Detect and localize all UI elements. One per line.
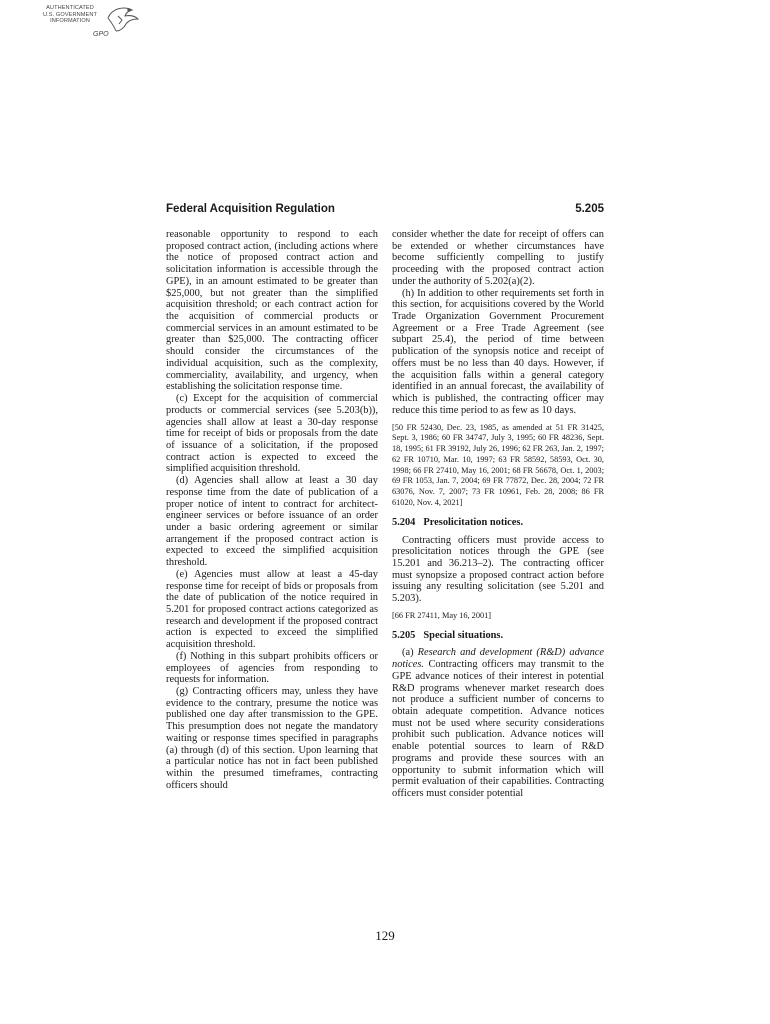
section-5-204-text: Contracting officers must provide access to presolicitation notices through the GPE (see 15.201 and 36.213–2). The contracting officer must synopsize a proposed contract action before issuing any resulting solicitation (see 5.201 and 5.203).: [392, 534, 604, 605]
amendment-citation: [66 FR 27411, May 16, 2001]: [392, 610, 492, 620]
section-heading-5-204: [392, 517, 604, 529]
section-number: 5.205: [392, 629, 416, 641]
gpo-authentication-seal: [30, 4, 146, 44]
seal-gpo-label: GPO: [93, 31, 109, 38]
seal-line-1: AUTHENTICATED: [46, 5, 94, 11]
right-column: [392, 229, 604, 800]
paragraph-g-continued: consider whether the date for receipt of offers can be extended or whether circumstances have become sufficiently compelling to justify proceeding with the proposed contract action under the authority of 5.202(a)(2).: [392, 229, 604, 287]
paragraph-b-continued: reasonable opportunity to respond to each proposed contract action, (including actions where the notice of proposed contract action and solicitation information is accessible through the GPE), in an amount estimated to be greater than $25,000, but not greater than the simplified acquisition threshold; or each contract action for the acquisition of commercial products or commercial services in an amount estimated to be greater than $25,000. The contracting officer should consider the circumstances of the individual acquisition, such as the complexity, commerciality, availability, and urgency, when establishing the solicitation response time.: [166, 229, 378, 393]
paragraph-label: (a): [402, 647, 414, 659]
page-number: 129: [375, 928, 395, 943]
running-header-title: Federal Acquisition Regulation: [166, 203, 335, 215]
seal-line-2: U.S. GOVERNMENT: [42, 11, 98, 18]
paragraph-f: (f) Nothing in this subpart prohibits officers or employees of agencies from responding to requests for information.: [166, 650, 378, 686]
running-header-section: 5.205: [575, 203, 604, 215]
running-header: [166, 203, 604, 219]
paragraph-5-205-a: [392, 647, 604, 799]
section-heading-5-205: [392, 630, 604, 642]
left-column: [166, 229, 378, 792]
paragraph-g: (g) Contracting officers may, unless they have evidence to the contrary, presume the notice was published one day after transmission to the GPE. This presumption does not negate the mandatory waiting or response times specified in paragraphs (a) through (d) of this section. Upon learning that a particular notice has not in fact been published within the presumed timeframes, contracting officers should: [166, 686, 378, 791]
seal-text: [30, 5, 110, 25]
paragraph-c: (c) Except for the acquisition of commercial products or commercial services (see 5.203(b)), agencies shall allow at least a 30-day response time for receipt of bids or proposals from the date of issuance of a solicitation, if the proposed contract action is expected to exceed the simplified acquisition threshold.: [166, 393, 378, 475]
paragraph-heading: Research and development (R&D) advance notices.: [392, 647, 604, 671]
paragraph-d: (d) Agencies shall allow at least a 30 day response time from the date of publication of a proper notice of intent to contract for architect-engineer services or before issuance of an order under a basic ordering agreement or similar arrangement if the proposed contract action is expected to exceed the simplified acquisition threshold.: [166, 475, 378, 569]
eagle-logo-icon: [102, 4, 142, 34]
amendment-citation: [50 FR 52430, Dec. 23, 1985, as amended at 51 FR 31425, Sept. 3, 1986; 60 FR 34747, July 3, 1995; 60 FR 48236, Sept. 18, 1995; 61 FR 39192, July 26, 1996; 62 FR 263, Jan. 2, 1997; 62 FR 10710, Mar. 10, 1997; 63 FR 58592, 58593, Oct. 30, 1998; 66 FR 27410, May 16, 2001; 68 FR 56678, Oct. 1, 2003; 69 FR 1053, Jan. 7, 2004; 69 FR 77872, Dec. 28, 2004; 72 FR 63076, Nov. 7, 2007; 73 FR 10961, Feb. 28, 2008; 86 FR 61020, Nov. 4, 2021]: [392, 422, 604, 508]
section-title: Presolicitation notices.: [423, 516, 524, 528]
paragraph-e: (e) Agencies must allow at least a 45-day response time for receipt of bids or proposals from the date of publication of the notice required in 5.201 for proposed contract actions categorized as research and development if the proposed contract action is expected to exceed the simplified acquisition threshold.: [166, 568, 378, 651]
section-number: 5.204: [392, 516, 416, 528]
paragraph-text: Contracting officers may transmit to the GPE advance notices of their interest in potential R&D programs whenever market research does not produce a sufficient number of concerns to obtain adequate competition. Advance notices must not be used where security considerations prohibit such publication. Advance notices will enable potential sources to learn of R&D programs and provide these sources with an opportunity to submit information which will permit evaluation of their capabilities. Contracting officers must consider potential: [392, 659, 604, 800]
seal-line-3: INFORMATION: [50, 18, 90, 25]
paragraph-h: (h) In addition to other requirements set forth in this section, for acquisitions covered by the World Trade Organization Government Procurement Agreement or a Free Trade Agreement (see subpart 25.4), the period of time between publication of the synopsis notice and receipt of offers must be no less than 40 days. However, if the acquisition falls within a general category identified in an annual forecast, the availability of which is published, the contracting officer may reduce this time period to as few as 10 days.: [392, 287, 604, 416]
section-title: Special situations.: [423, 629, 504, 641]
